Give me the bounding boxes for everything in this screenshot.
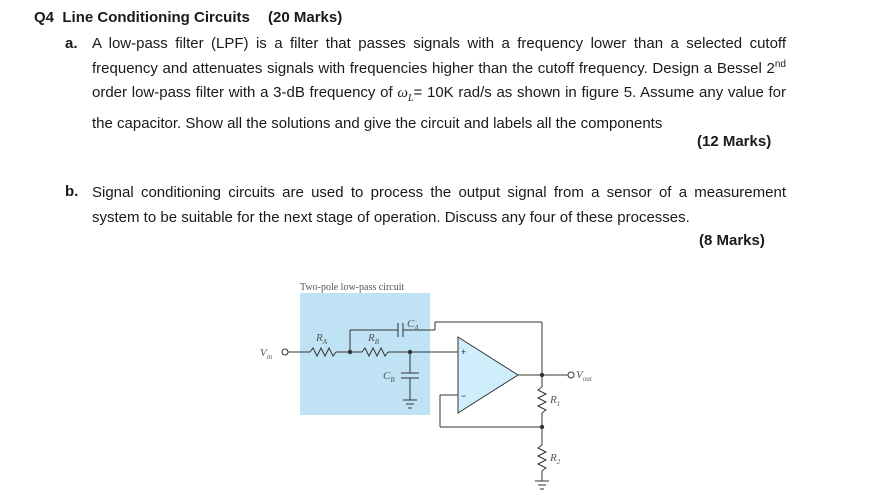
part-a-letter: a. [65,35,78,52]
question-number: Q4 [34,9,55,26]
vin-terminal [282,349,288,355]
part-a-text-3: = 10K rad/s as shown in figure 5. Assume any value for the capacitor. Show all the solutions and give the circuit and labels all the components [92,84,787,132]
op-amp [458,337,518,413]
part-a-marks: (12 Marks) [697,133,772,150]
label-rb: $R_B$ [368,332,380,346]
omega-subscript: L [407,93,414,104]
question-heading [34,9,342,26]
question-title: Line Conditioning Circuits [62,9,250,26]
opamp-minus-sign: − [461,391,467,401]
label-r1: $R_1$ [550,394,561,408]
label-cb: $C_B$ [383,370,395,384]
figure-caption: Two-pole low-pass circuit [300,282,405,293]
part-a-text-1: A low-pass filter (LPF) is a filter that passes signals with a frequency lower than a selected cutoff frequency and attenuates signals with frequencies higher than the cutoff frequency. Design a Bessel 2 [92,35,786,77]
part-b-marks: (8 Marks) [699,232,765,249]
part-a-text [92,32,786,136]
label-r2: $R_2$ [550,452,561,466]
resistor-r1 [538,387,546,413]
resistor-r2 [538,445,546,471]
part-b-text: Signal conditioning circuits are used to process the output signal from a sensor of a measurement system to be suitable for the next stage of operation. Discuss any four of these processes. [92,184,786,226]
label-vin: $V_{in}$ [260,347,273,361]
question-marks: (20 Marks) [268,9,343,26]
opamp-plus-sign: + [461,347,467,357]
vout-terminal [568,372,574,378]
label-vout: $V_{out}$ [576,369,592,383]
part-a-text-2: order low-pass filter with a 3-dB frequency of [92,84,398,101]
label-ra: $R_A$ [316,332,328,346]
part-a-sup: nd [774,58,786,70]
label-ca: $C_A$ [407,318,419,332]
circuit-figure [250,275,610,496]
part-b-letter: b. [65,183,79,200]
omega-symbol: ω [397,85,408,101]
